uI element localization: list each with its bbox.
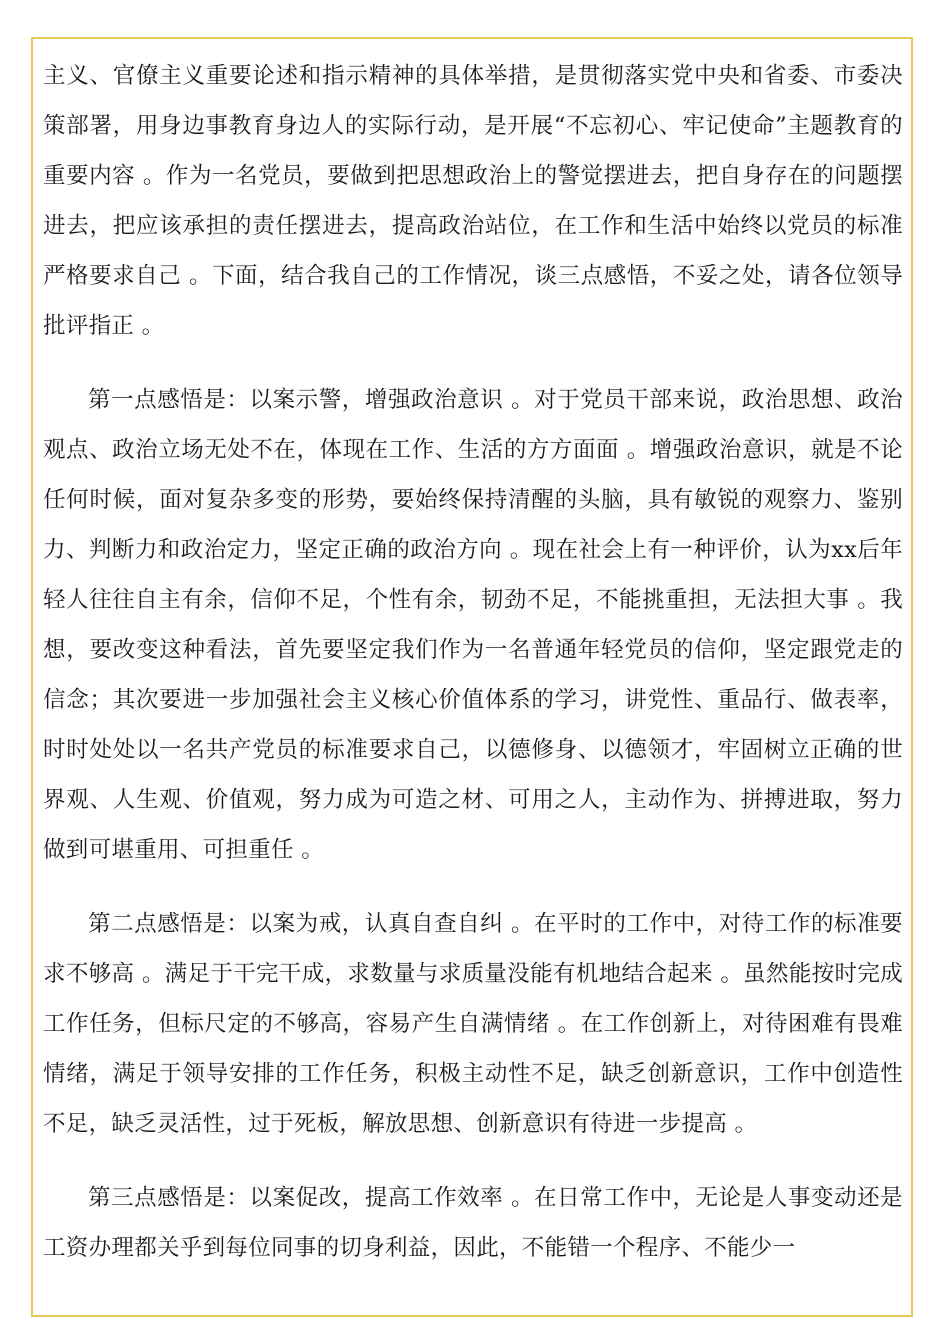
paragraph-insight-three: 第三点感悟是：以案促改，提高工作效率 。在日常工作中，无论是人事变动还是工资办理都关乎到每位同事的切身利益，因此，不能错一个程序、不能少一 [43,1185,903,1261]
paragraph-insight-one: 第一点感悟是：以案示警，增强政治意识 。对于党员干部来说，政治思想、政治观点、政治立场无处不在，体现在工作、生活的方方面面 。增强政治意识，就是不论任何时候，面对复杂多变的形势，要始终保持清醒的头脑，具有敏锐的观察力、鉴别力、判断力和政治定力，坚定正确的政治方向 。现在社会上有一种评价，认为xx后年轻人往往自主有余，信仰不足，个性有余，韧劲不足，不能挑重担，无法担大事 。我想，要改变这种看法，首先要坚定我们作为一名普通年轻党员的信仰，坚定跟党走的信念；其次要进一步加强社会主义核心价值体系的学习，讲党性、重品行、做表率，时时处处以一名共产党员的标准要求自己，以德修身、以德领才，牢固树立正确的世界观、人生观、价值观，努力成为可造之材、可用之人，主动作为、拼搏进取，努力做到可堪重用、可担重任 。 [43,387,903,863]
paragraph-spacer [43,351,903,375]
paragraph-intro: 主义、官僚主义重要论述和指示精神的具体举措，是贯彻落实党中央和省委、市委决策部署，用身边事教育身边人的实际行动，是开展“不忘初心、牢记使命”主题教育的重要内容 。作为一名党员，要做到把思想政治上的警觉摆进去，把自身存在的问题摆进去，把应该承担的责任摆进去，提高政治站位，在工作和生活中始终以党员的标准严格要求自己 。下面，结合我自己的工作情况，谈三点感悟，不妥之处，请各位领导批评指正 。 [43,63,903,339]
paragraph-insight-two: 第二点感悟是：以案为戒，认真自查自纠 。在平时的工作中，对待工作的标准要求不够高 。满足于干完干成，求数量与求质量没能有机地结合起来 。虽然能按时完成工作任务，但标尺定的不够高，容易产生自满情绪 。在工作创新上，对待困难有畏难情绪，满足于领导安排的工作任务，积极主动性不足，缺乏创新意识，工作中创造性不足，缺乏灵活性，过于死板，解放思想、创新意识有待进一步提高 。 [43,911,903,1137]
paragraph-spacer [43,875,903,899]
paragraph-spacer [43,1149,903,1173]
page-frame [31,37,913,1317]
document-body [43,51,903,1273]
